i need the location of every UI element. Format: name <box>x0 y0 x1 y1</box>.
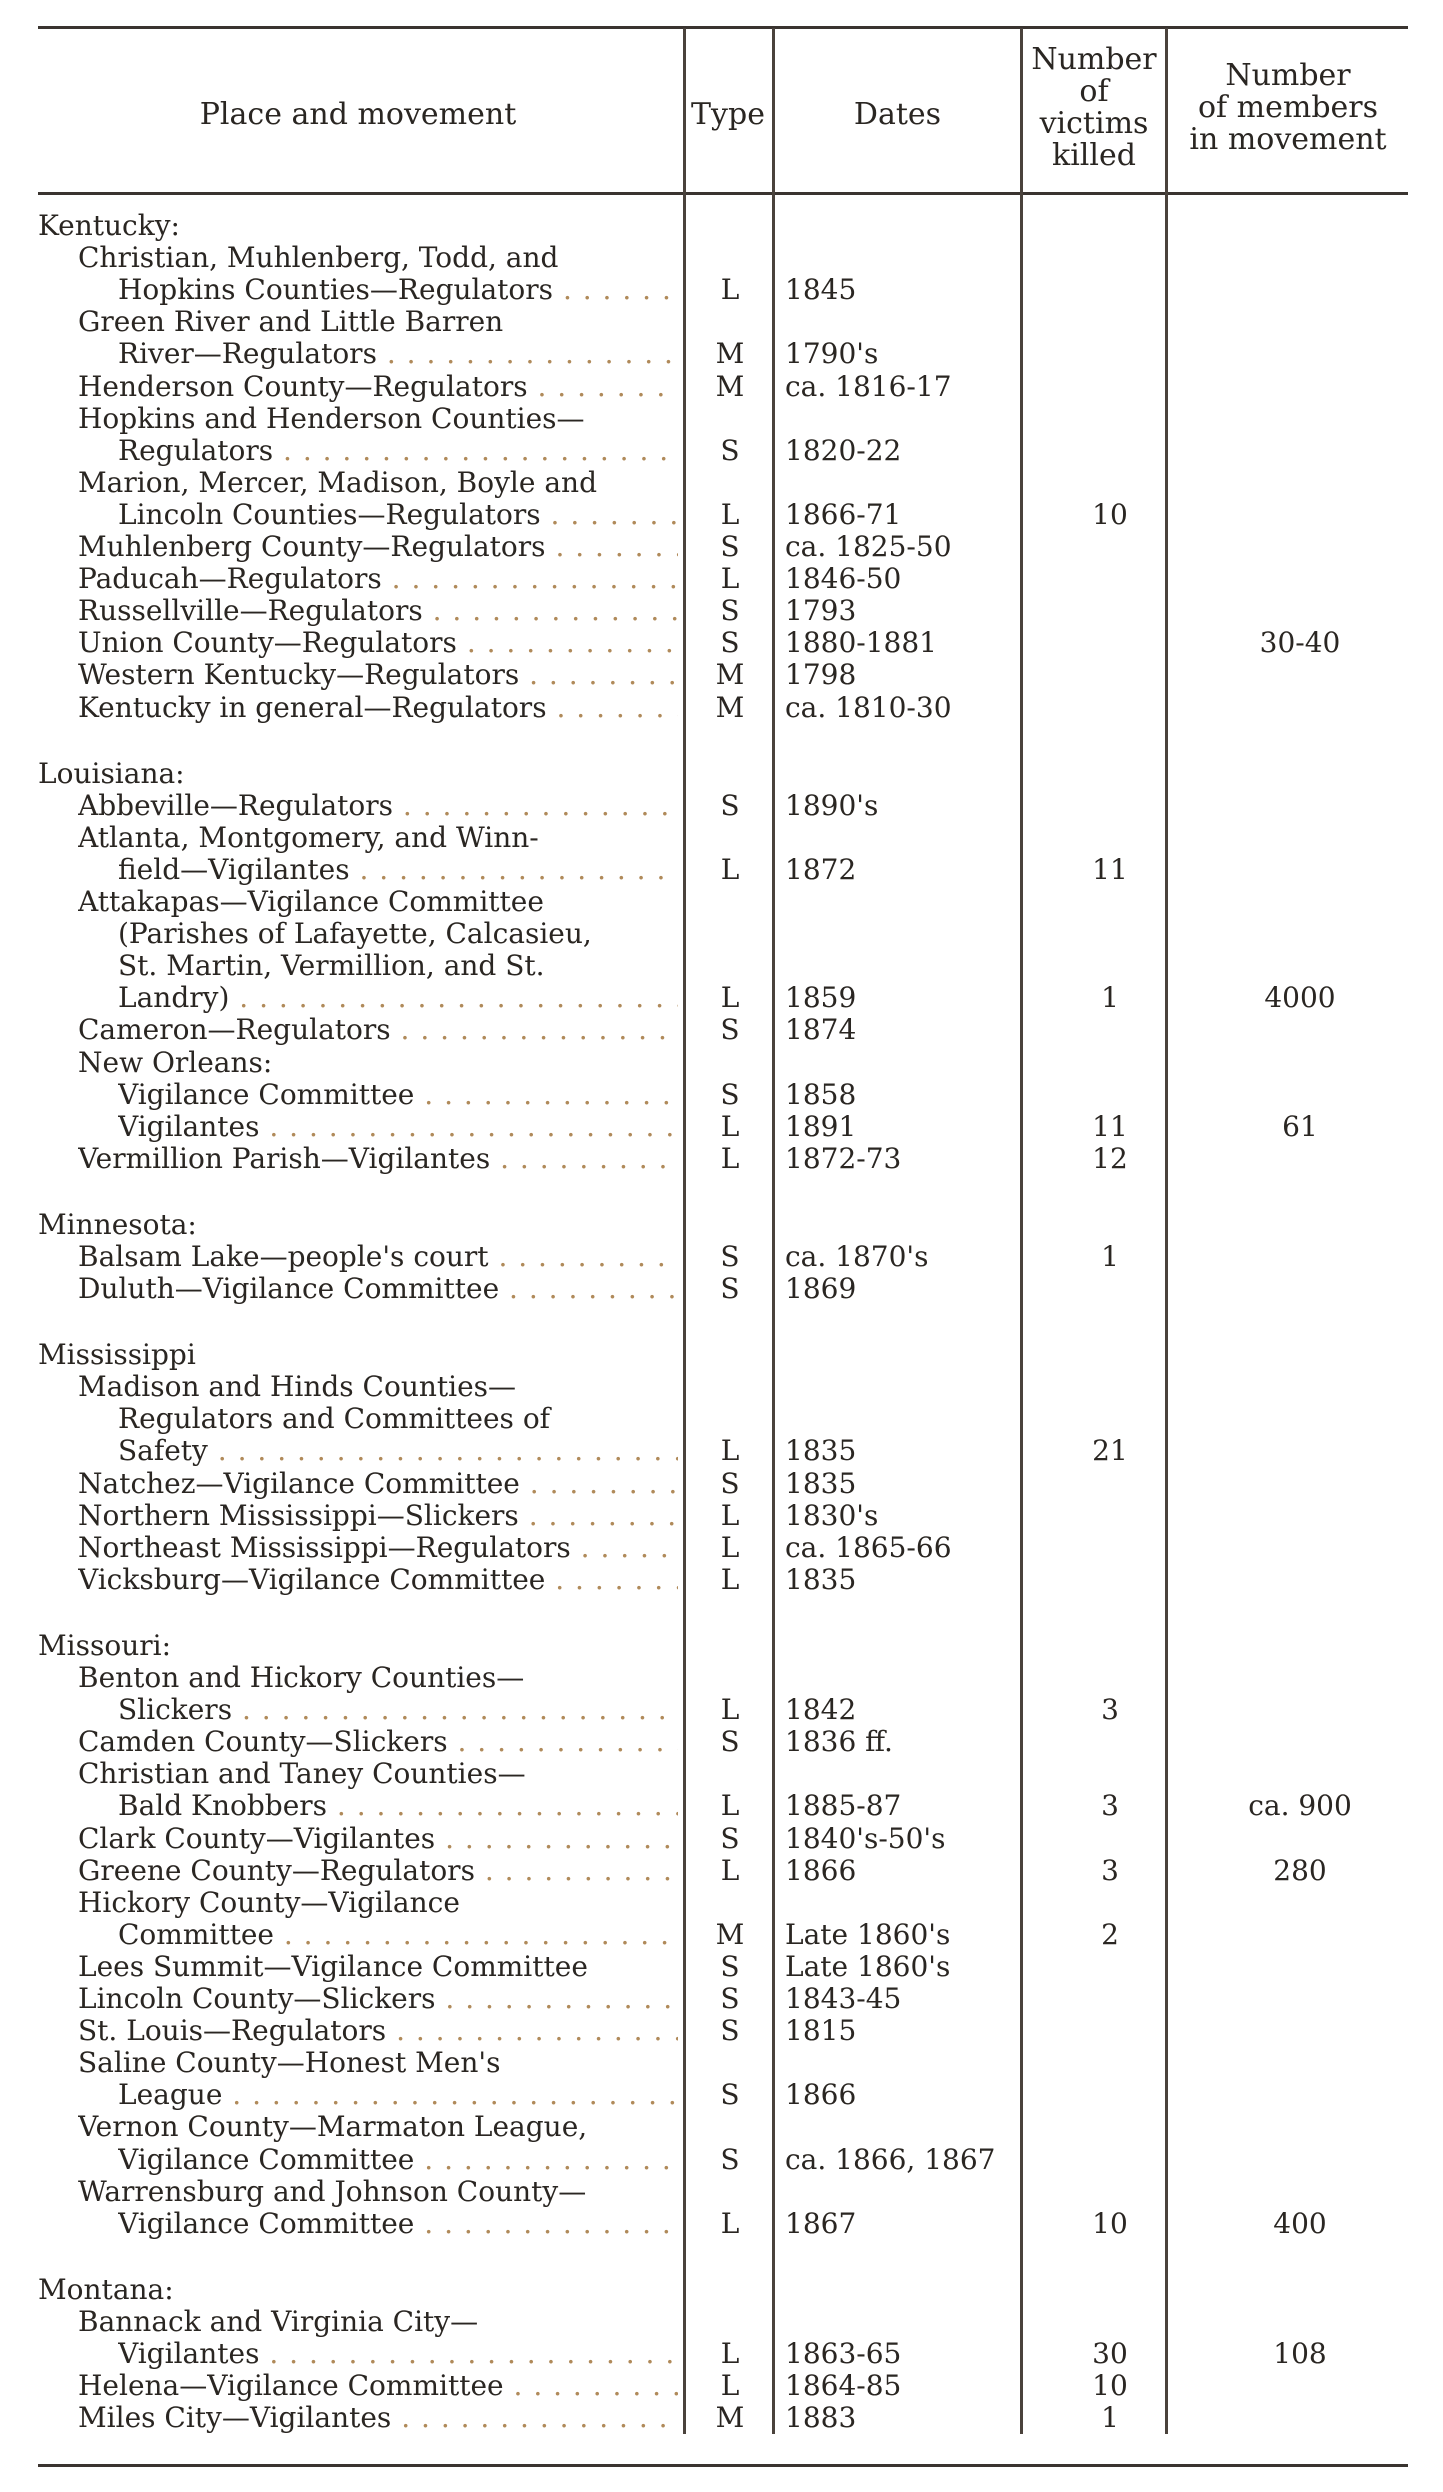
place-movement: Kentucky: <box>38 210 180 242</box>
dates: 1869 <box>785 1272 857 1305</box>
type-code: L <box>720 1854 740 1887</box>
place-movement: Vigilantes . . . <box>118 2338 678 2370</box>
type-code: S <box>720 530 740 563</box>
dates: 1798 <box>785 658 857 691</box>
type-code: S <box>720 1240 740 1273</box>
column-divider <box>772 28 775 2434</box>
type-code: S <box>720 1982 740 2015</box>
type-code: L <box>720 273 740 306</box>
type-code: L <box>720 2337 740 2370</box>
header-place: Place and movement <box>199 97 517 132</box>
type-code: S <box>720 1822 740 1855</box>
type-code: S <box>720 2014 740 2047</box>
place-movement: Attakapas—Vigilance Committee <box>78 886 544 918</box>
type-code: L <box>720 498 740 531</box>
place-movement: Miles City—Vigilantes . . . <box>78 2402 678 2434</box>
place-movement: Landry) . . . <box>118 982 678 1014</box>
victims-killed: 12 <box>1092 1142 1128 1175</box>
place-movement: Madison and Hinds Counties— <box>78 1371 517 1403</box>
dates: 1842 <box>785 1693 857 1726</box>
place-movement: Committee . . . <box>118 1919 678 1951</box>
victims-killed: 21 <box>1092 1434 1128 1467</box>
place-movement: Duluth—Vigilance Committee . . . <box>78 1273 678 1305</box>
place-movement: Clark County—Vigilantes . . . <box>78 1823 678 1855</box>
dates: 1890's <box>785 789 879 822</box>
dates: 1793 <box>785 594 857 627</box>
place-movement: Christian, Muhlenberg, Todd, and <box>78 242 559 274</box>
victims-killed: 10 <box>1092 498 1128 531</box>
place-movement: Henderson County—Regulators . . . <box>78 371 678 403</box>
dates: 1872-73 <box>785 1142 902 1175</box>
dates: Late 1860's <box>785 1950 951 1983</box>
place-movement: New Orleans: <box>78 1047 273 1079</box>
top-rule <box>38 26 1408 29</box>
type-code: S <box>720 594 740 627</box>
place-movement: Greene County—Regulators . . . <box>78 1855 678 1887</box>
dates: 1835 <box>785 1467 857 1500</box>
dates: 1883 <box>785 2401 857 2434</box>
type-code: L <box>720 1693 740 1726</box>
place-movement: Montana: <box>38 2274 174 2306</box>
dates: ca. 1866, 1867 <box>785 2143 996 2176</box>
place-movement: Paducah—Regulators . . . <box>78 563 678 595</box>
place-movement: Marion, Mercer, Madison, Boyle and <box>78 467 598 499</box>
place-movement: Natchez—Vigilance Committee . . . <box>78 1468 678 1500</box>
dates: ca. 1816-17 <box>785 370 952 403</box>
type-code: M <box>715 370 745 403</box>
place-movement: Western Kentucky—Regulators . . . <box>78 659 678 691</box>
header-type: Type <box>691 97 765 132</box>
type-code: S <box>720 1078 740 1111</box>
place-movement: field—Vigilantes . . . <box>118 854 678 886</box>
place-movement: Slickers . . . <box>118 1694 678 1726</box>
dates: 1835 <box>785 1563 857 1596</box>
place-movement: Lincoln County—Slickers . . . <box>78 1983 678 2015</box>
victims-killed: 3 <box>1101 1693 1119 1726</box>
type-code: L <box>720 2207 740 2240</box>
place-movement: Vernon County—Marmaton League, <box>78 2111 588 2143</box>
type-code: S <box>720 2078 740 2111</box>
dates: 1790's <box>785 337 879 370</box>
dates: 1859 <box>785 981 857 1014</box>
dates: ca. 1865-66 <box>785 1531 952 1564</box>
victims-killed: 10 <box>1092 2207 1128 2240</box>
place-movement: Vermillion Parish—Vigilantes . . . <box>78 1143 678 1175</box>
column-divider <box>1165 28 1168 2434</box>
type-code: S <box>720 1950 740 1983</box>
place-movement: Abbeville—Regulators . . . <box>78 790 678 822</box>
type-code: S <box>720 1467 740 1500</box>
dates: 1872 <box>785 853 857 886</box>
place-movement: Vigilance Committee . . . <box>118 2144 678 2176</box>
victims-killed: 10 <box>1092 2369 1128 2402</box>
header-dates: Dates <box>853 97 942 132</box>
victims-killed: 1 <box>1101 981 1119 1014</box>
type-code: M <box>715 2401 745 2434</box>
place-movement: River—Regulators . . . <box>118 338 678 370</box>
type-code: L <box>720 1563 740 1596</box>
type-code: M <box>715 691 745 724</box>
dates: ca. 1810-30 <box>785 691 952 724</box>
dates: Late 1860's <box>785 1918 951 1951</box>
dates: 1867 <box>785 2207 857 2240</box>
place-movement: St. Martin, Vermillion, and St. <box>118 950 545 982</box>
dates: 1880-1881 <box>785 626 937 659</box>
victims-killed: 30 <box>1092 2337 1128 2370</box>
victims-killed: 3 <box>1101 1789 1119 1822</box>
type-code: L <box>720 853 740 886</box>
place-movement: Hopkins and Henderson Counties— <box>78 403 585 435</box>
dates: 1863-65 <box>785 2337 902 2370</box>
place-movement: Warrensburg and Johnson County— <box>78 2176 587 2208</box>
victims-killed: 3 <box>1101 1854 1119 1887</box>
dates: 1820-22 <box>785 434 902 467</box>
type-code: S <box>720 1725 740 1758</box>
type-code: M <box>715 658 745 691</box>
members-count: 400 <box>1273 2207 1327 2240</box>
place-movement: Union County—Regulators . . . <box>78 627 678 659</box>
place-movement: Vicksburg—Vigilance Committee . . . <box>78 1564 678 1596</box>
members-count: ca. 900 <box>1248 1789 1352 1822</box>
place-movement: Balsam Lake—people's court . . . <box>78 1241 678 1273</box>
place-movement: (Parishes of Lafayette, Calcasieu, <box>118 918 592 950</box>
type-code: S <box>720 789 740 822</box>
bottom-rule <box>38 2464 1408 2467</box>
place-movement: Regulators and Committees of <box>118 1403 551 1435</box>
dates: 1845 <box>785 273 857 306</box>
victims-killed: 1 <box>1101 1240 1119 1273</box>
dates: 1858 <box>785 1078 857 1111</box>
type-code: S <box>720 2143 740 2176</box>
place-movement: Russellville—Regulators . . . <box>78 595 678 627</box>
header-victims-killed: Number of victims killed <box>1031 42 1157 173</box>
place-movement: Missouri: <box>38 1630 172 1662</box>
place-movement: Vigilance Committee . . . <box>118 2208 678 2240</box>
dates: 1874 <box>785 1013 857 1046</box>
type-code: M <box>715 337 745 370</box>
type-code: L <box>720 562 740 595</box>
type-code: L <box>720 1434 740 1467</box>
members-count: 108 <box>1273 2337 1327 2370</box>
type-code: L <box>720 1142 740 1175</box>
place-movement: Camden County—Slickers . . . <box>78 1726 678 1758</box>
members-count: 61 <box>1282 1110 1318 1143</box>
victims-killed: 1 <box>1101 2401 1119 2434</box>
place-movement: Vigilantes . . . <box>118 1111 678 1143</box>
type-code: L <box>720 1110 740 1143</box>
place-movement: Regulators . . . <box>118 435 678 467</box>
members-count: 280 <box>1273 1854 1327 1887</box>
dates: 1866-71 <box>785 498 902 531</box>
place-movement: Northern Mississippi—Slickers . . . <box>78 1500 678 1532</box>
dates: 1885-87 <box>785 1789 902 1822</box>
place-movement: Atlanta, Montgomery, and Winn- <box>78 822 539 854</box>
type-code: L <box>720 981 740 1014</box>
place-movement: Christian and Taney Counties— <box>78 1758 526 1790</box>
dates: 1866 <box>785 1854 857 1887</box>
victims-killed: 11 <box>1092 1110 1128 1143</box>
type-code: L <box>720 1499 740 1532</box>
header-members: Number of members in movement <box>1189 58 1387 157</box>
type-code: S <box>720 626 740 659</box>
dates: 1891 <box>785 1110 857 1143</box>
victims-killed: 2 <box>1101 1918 1119 1951</box>
place-movement: Hickory County—Vigilance <box>78 1887 460 1919</box>
type-code: M <box>715 1918 745 1951</box>
place-movement: Helena—Vigilance Committee . . . <box>78 2370 678 2402</box>
place-movement: League . . . <box>118 2079 678 2111</box>
place-movement: Bannack and Virginia City— <box>78 2306 479 2338</box>
dates: 1843-45 <box>785 1982 902 2015</box>
place-movement: Green River and Little Barren <box>78 306 504 338</box>
place-movement: Kentucky in general—Regulators . . . <box>78 692 678 724</box>
members-count: 4000 <box>1264 981 1336 1014</box>
dates: 1864-85 <box>785 2369 902 2402</box>
place-movement: Muhlenberg County—Regulators . . . <box>78 531 678 563</box>
type-code: L <box>720 1789 740 1822</box>
type-code: L <box>720 1531 740 1564</box>
place-movement: St. Louis—Regulators . . . <box>78 2015 678 2047</box>
dates: 1846-50 <box>785 562 902 595</box>
type-code: S <box>720 434 740 467</box>
header-rule <box>38 192 1408 195</box>
place-movement: Cameron—Regulators . . . <box>78 1014 678 1046</box>
place-movement: Northeast Mississippi—Regulators . . . <box>78 1532 678 1564</box>
place-movement: Vigilance Committee . . . <box>118 1079 678 1111</box>
type-code: S <box>720 1013 740 1046</box>
dates: 1836 ff. <box>785 1725 893 1758</box>
dates: 1830's <box>785 1499 879 1532</box>
place-movement: Safety . . . <box>118 1435 678 1467</box>
place-movement: Lees Summit—Vigilance Committee <box>78 1951 588 1983</box>
place-movement: Benton and Hickory Counties— <box>78 1662 525 1694</box>
place-movement: Louisiana: <box>38 758 185 790</box>
place-movement: Lincoln Counties—Regulators . . . <box>118 499 678 531</box>
dates: ca. 1870's <box>785 1240 929 1273</box>
dates: 1840's-50's <box>785 1822 946 1855</box>
type-code: S <box>720 1272 740 1305</box>
type-code: L <box>720 2369 740 2402</box>
place-movement: Mississippi <box>38 1339 196 1371</box>
place-movement: Hopkins Counties—Regulators . . . <box>118 274 678 306</box>
place-movement: Minnesota: <box>38 1209 197 1241</box>
dates: 1835 <box>785 1434 857 1467</box>
place-movement: Saline County—Honest Men's <box>78 2047 501 2079</box>
dates: ca. 1825-50 <box>785 530 952 563</box>
dates: 1866 <box>785 2078 857 2111</box>
victims-killed: 11 <box>1092 853 1128 886</box>
members-count: 30-40 <box>1259 626 1341 659</box>
column-divider <box>683 28 686 2434</box>
dates: 1815 <box>785 2014 857 2047</box>
place-movement: Bald Knobbers . . . <box>118 1790 678 1822</box>
